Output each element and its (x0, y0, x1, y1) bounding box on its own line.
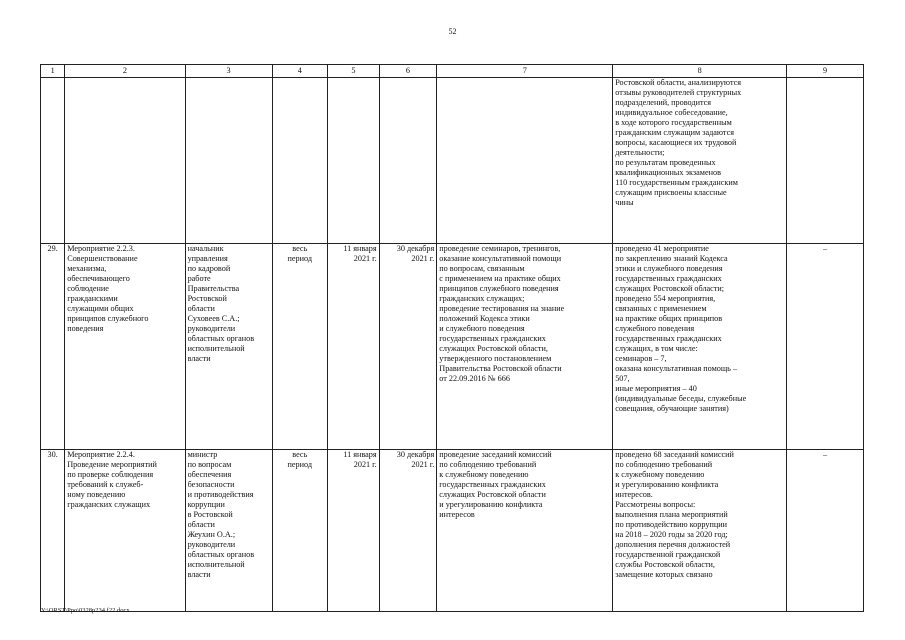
document-file-path: Y:\ORST\Ppo\0328p234.f22.docx (41, 607, 130, 614)
row-number-cell: 30. (41, 450, 65, 612)
notes-cell (787, 78, 864, 244)
table-row-29 (41, 244, 864, 450)
actual-result-cell: Ростовской области, анализируются отзывы руководителей структурных подразделений, проводится индивидуальное собеседование, в ходе которого государственным гражданским служащим задаются вопросы, касающиеся их трудовой деятельности; по результатам проведенных квалификационных экзаменов 110 государственным гражданским служащим присвоены классные чины (613, 78, 787, 244)
start-date-cell: 11 января 2021 г. (328, 244, 380, 450)
planned-result-cell (437, 78, 613, 244)
table-header-row (41, 65, 864, 78)
notes-cell: – (787, 244, 864, 450)
table-row-continuation (41, 78, 864, 244)
activity-cell: Мероприятие 2.2.3. Совершенствование механизма, обеспечивающего соблюдение гражданскими служащими общих принципов служебного поведения (65, 244, 185, 450)
period-cell: весь период (272, 244, 328, 450)
responsible-cell: министр по вопросам обеспечения безопасности и противодействия коррупции в Ростовской области Жеухин О.А.; руководители областных органов исполнительной власти (185, 450, 272, 612)
end-date-cell: 30 декабря 2021 г. (379, 244, 437, 450)
planned-result-cell: проведение семинаров, тренингов, оказание консультативной помощи по вопросам, связанным с применением на практике общих принципов служебного поведения гражданских служащих; проведение тестирования на знание положений Кодекса этики и служебного поведения государственных гражданских служащих Ростовской области, утвержденного постановлением Правительства Ростовской области от 22.09.2016 № 666 (437, 244, 613, 450)
actual-result-cell: проведено 41 мероприятие по закреплению знаний Кодекса этики и служебного поведения государственных гражданских служащих Ростовской области; проведено 554 мероприятия, связанных с применением на практике общих принципов служебного поведения государственных гражданских служащих, в том числе: семинаров – 7, оказана консультативная помощь – 507, иные мероприятия – 40 (индивидуальные беседы, служебные совещания, обучающие занятия) (613, 244, 787, 450)
activity-cell: Мероприятие 2.2.4. Проведение мероприятий по проверке соблюдения требований к служеб- ному поведению гражданских служащих (65, 450, 185, 612)
column-header: 8 (613, 65, 787, 78)
column-header: 2 (65, 65, 185, 78)
period-cell (272, 78, 328, 244)
column-header: 1 (41, 65, 65, 78)
actual-result-cell: проведено 68 заседаний комиссий по соблюдению требований к служебному поведению и урегулированию конфликта интересов. Рассмотрены вопросы: выполнения плана мероприятий по противодействию коррупции на 2018 – 2020 годы за 2020 год; дополнения перечня должностей государственной гражданской службы Ростовской области, замещение которых связано (613, 450, 787, 612)
activity-cell (65, 78, 185, 244)
end-date-cell (379, 78, 437, 244)
row-number-cell: 29. (41, 244, 65, 450)
column-header: 6 (379, 65, 437, 78)
column-header: 4 (272, 65, 328, 78)
page-number: 52 (448, 27, 457, 36)
start-date-cell: 11 января 2021 г. (328, 450, 380, 612)
column-header: 7 (437, 65, 613, 78)
start-date-cell (328, 78, 380, 244)
responsible-cell: начальник управления по кадровой работе Правительства Ростовской области Суховеев С.А.; руководители областных органов исполнительной власти (185, 244, 272, 450)
row-number-cell (41, 78, 65, 244)
column-header: 9 (787, 65, 864, 78)
column-header: 5 (328, 65, 380, 78)
notes-cell: – (787, 450, 864, 612)
table-row-30 (41, 450, 864, 612)
column-header: 3 (185, 65, 272, 78)
responsible-cell (185, 78, 272, 244)
planned-result-cell: проведение заседаний комиссий по соблюдению требований к служебному поведению государственных гражданских служащих Ростовской области и урегулированию конфликта интересов (437, 450, 613, 612)
period-cell: весь период (272, 450, 328, 612)
end-date-cell: 30 декабря 2021 г. (379, 450, 437, 612)
report-table (40, 64, 864, 612)
